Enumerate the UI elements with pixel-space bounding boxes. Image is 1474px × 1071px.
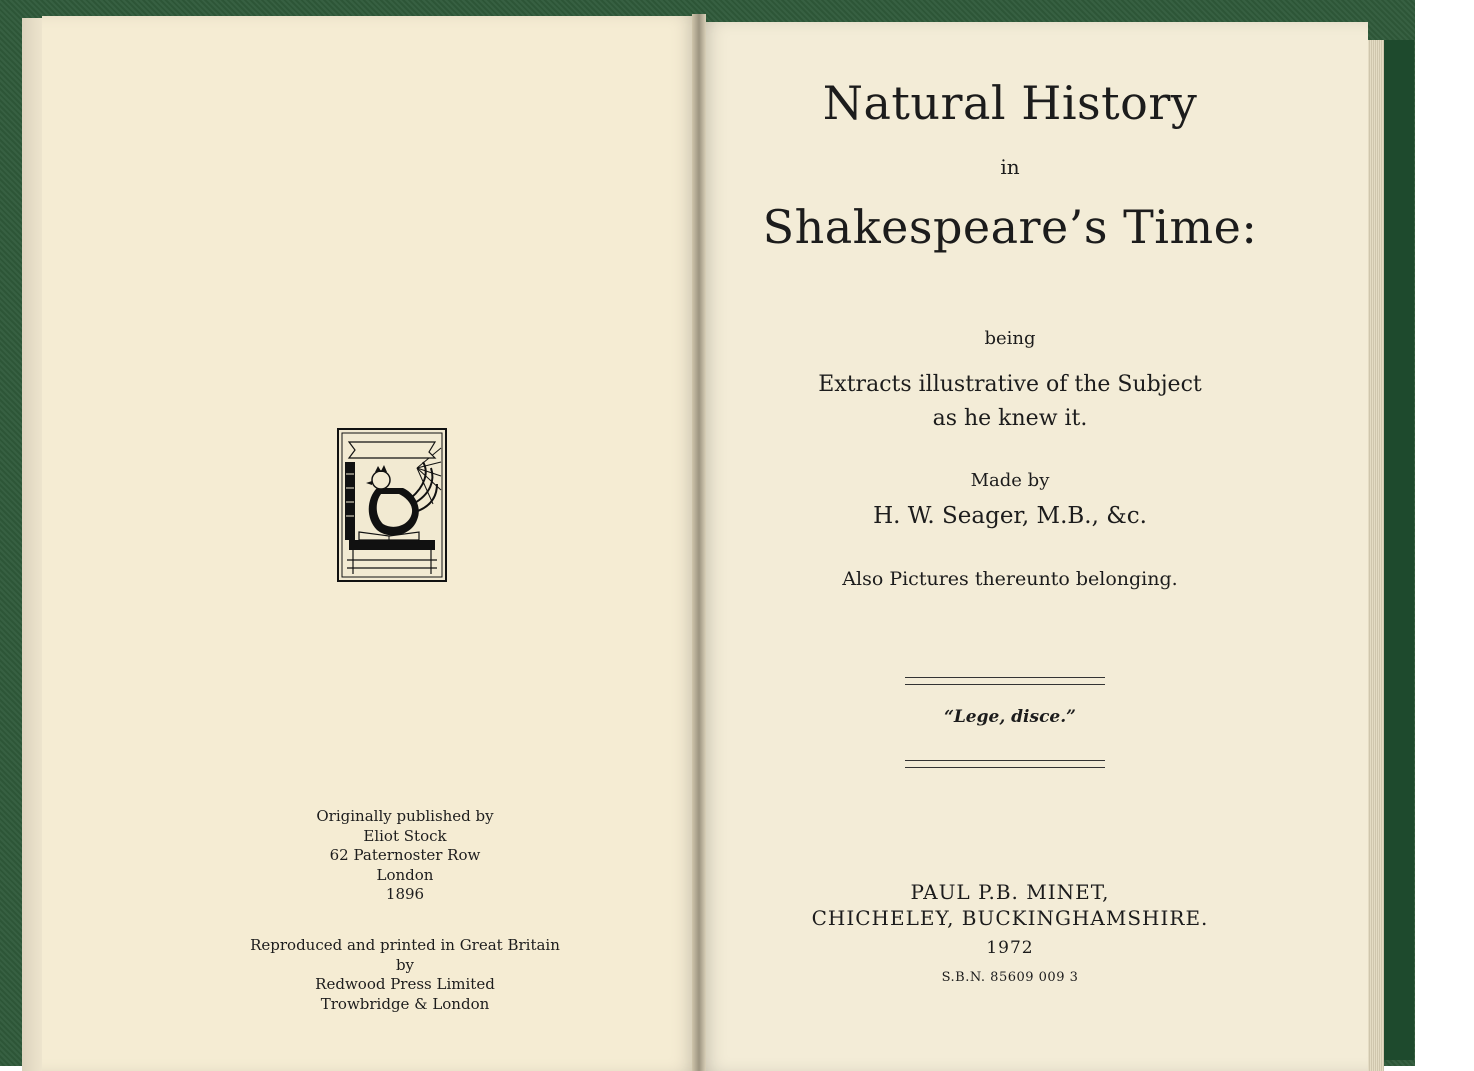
imprint-line: London — [376, 865, 434, 884]
publication-year: 1972 — [986, 938, 1034, 958]
title-connector: in — [1000, 155, 1020, 179]
right-page-stack — [1368, 40, 1384, 1071]
imprint-line: Reproduced and printed in Great Britain by — [250, 936, 560, 974]
sbn-number: S.B.N. 85609 009 3 — [941, 970, 1079, 985]
made-by-label: Made by — [970, 470, 1050, 491]
rooster-emblem-icon — [337, 428, 447, 582]
left-page-stack — [22, 18, 44, 1071]
subtitle-being: being — [984, 328, 1036, 349]
pictures-note: Also Pictures thereunto belonging. — [842, 568, 1178, 590]
original-publication-note — [240, 807, 570, 905]
subtitle — [700, 368, 1320, 436]
cover-edge — [1380, 40, 1414, 1060]
publisher-location: CHICHELEY, BUCKINGHAMSHIRE. — [811, 906, 1209, 930]
double-rule-top — [905, 677, 1105, 685]
imprint-line: 62 Paternoster Row — [329, 846, 481, 864]
subtitle-line: as he knew it. — [932, 406, 1088, 431]
title-line-2: Shakespeare’s Time: — [762, 200, 1258, 254]
publisher-name: PAUL P.B. MINET, — [910, 880, 1110, 904]
author-name: H. W. Seager, M.B., &c. — [873, 503, 1147, 529]
reprint-note — [240, 936, 570, 1014]
printer-emblem — [337, 428, 447, 582]
imprint-line: Trowbridge & London — [320, 994, 490, 1013]
motto: “Lege, disce.” — [944, 707, 1076, 727]
imprint-line: Redwood Press Limited — [315, 975, 495, 993]
imprint-line: Eliot Stock — [363, 826, 447, 845]
title-line-1: Natural History — [822, 76, 1198, 130]
imprint-line: Originally published by — [316, 807, 494, 825]
double-rule-bottom — [905, 760, 1105, 768]
imprint-line: 1896 — [385, 885, 425, 903]
subtitle-line: Extracts illustrative of the Subject — [818, 372, 1202, 397]
